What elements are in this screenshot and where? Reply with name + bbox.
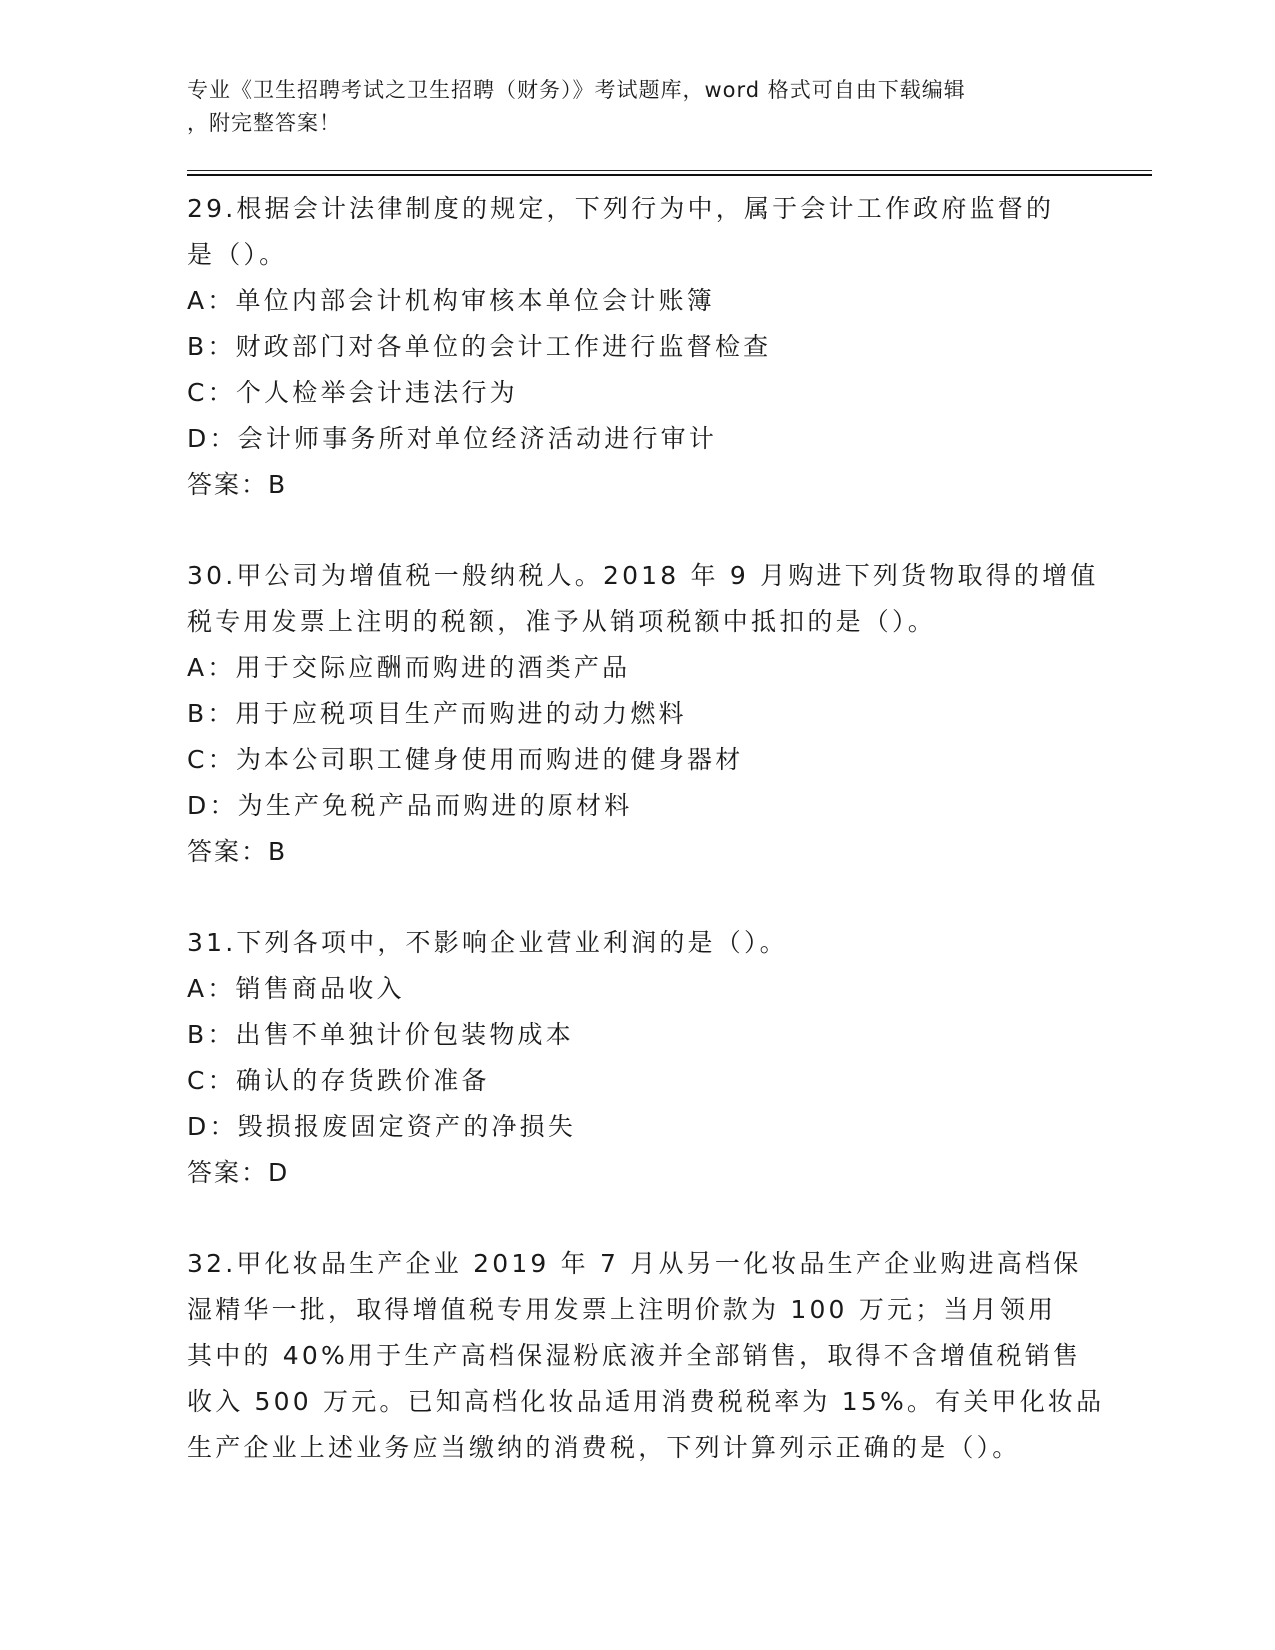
- option-b: B：用于应税项目生产而购进的动力燃料: [187, 699, 687, 728]
- question-stem-line: 30.甲公司为增值税一般纳税人。2018 年 9 月购进下列货物取得的增值: [187, 561, 1099, 590]
- option-a: A：用于交际应酬而购进的酒类产品: [187, 653, 631, 682]
- question-stem-line: 其中的 40%用于生产高档保湿粉底液并全部销售，取得不含增值税销售: [187, 1341, 1082, 1370]
- question-list: [187, 186, 1105, 1516]
- question-stem-line: 生产企业上述业务应当缴纳的消费税，下列计算列示正确的是（）。: [187, 1433, 1021, 1462]
- option-a: A：销售商品收入: [187, 974, 405, 1003]
- header-line-1: 专业《卫生招聘考试之卫生招聘（财务）》考试题库，word 格式可自由下载编辑: [187, 78, 966, 102]
- option-a: A：单位内部会计机构审核本单位会计账簿: [187, 286, 715, 315]
- option-b: B：出售不单独计价包装物成本: [187, 1020, 574, 1049]
- question-stem-line: 收入 500 万元。已知高档化妆品适用消费税税率为 15%。有关甲化妆品: [187, 1387, 1105, 1416]
- question-32: [187, 1241, 1105, 1471]
- question-31: [187, 920, 1087, 1196]
- question-stem-line: 税专用发票上注明的税额，准予从销项税额中抵扣的是（）。: [187, 607, 936, 636]
- document-header: [187, 74, 1087, 140]
- question-stem-line: 湿精华一批，取得增值税专用发票上注明价款为 100 万元；当月领用: [187, 1295, 1057, 1324]
- answer-label: 答案：D: [187, 1158, 290, 1187]
- question-stem-line: 29.根据会计法律制度的规定，下列行为中，属于会计工作政府监督的: [187, 194, 1055, 223]
- option-c: C：个人检举会计违法行为: [187, 378, 518, 407]
- option-d: D：毁损报废固定资产的净损失: [187, 1112, 577, 1141]
- question-stem-line: 31.下列各项中，不影响企业营业利润的是（）。: [187, 928, 788, 957]
- header-divider-thick: [187, 174, 1152, 176]
- option-c: C：确认的存货跌价准备: [187, 1066, 490, 1095]
- option-d: D：会计师事务所对单位经济活动进行审计: [187, 424, 718, 453]
- answer-label: 答案：B: [187, 837, 288, 866]
- option-d: D：为生产免税产品而购进的原材料: [187, 791, 633, 820]
- question-stem-line: 32.甲化妆品生产企业 2019 年 7 月从另一化妆品生产企业购进高档保: [187, 1249, 1082, 1278]
- option-b: B：财政部门对各单位的会计工作进行监督检查: [187, 332, 772, 361]
- header-divider-thin: [187, 170, 1152, 171]
- option-c: C：为本公司职工健身使用而购进的健身器材: [187, 745, 744, 774]
- question-29: [187, 186, 1087, 508]
- question-stem-line: 是（）。: [187, 240, 288, 269]
- question-30: [187, 553, 1099, 875]
- answer-label: 答案：B: [187, 470, 288, 499]
- header-line-2: ，附完整答案！: [187, 111, 341, 135]
